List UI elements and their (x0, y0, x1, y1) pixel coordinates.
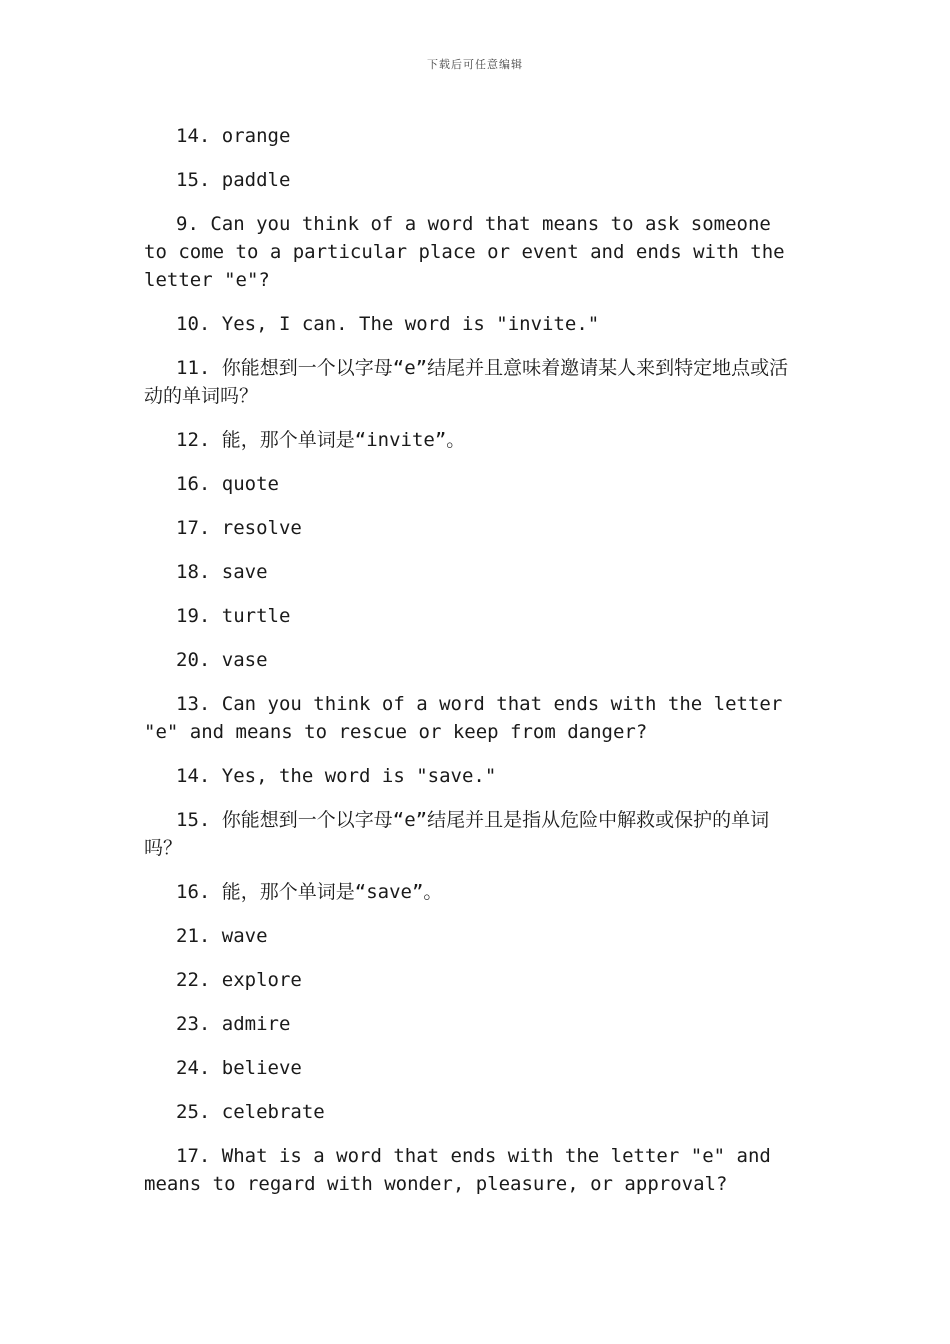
paragraph: 14. orange (176, 125, 291, 147)
paragraph: 23. admire (176, 1013, 291, 1035)
paragraph: 19. turtle (176, 605, 291, 627)
paragraph: 10. Yes, I can. The word is "invite." (176, 313, 600, 335)
paragraph: 18. save (176, 561, 268, 583)
paragraph: 17. What is a word that ends with the letter "e" and means to regard with wonder, pleasure, or approval? (144, 1145, 771, 1195)
paragraph: 9. Can you think of a word that means to ask someone to come to a particular place or event and ends with the letter "e"? (144, 213, 785, 291)
paragraph: 11. 你能想到一个以字母“e”结尾并且意味着邀请某人来到特定地点或活动的单词吗？ (144, 357, 789, 407)
paragraph: 15. 你能想到一个以字母“e”结尾并且是指从危险中解救或保护的单词吗？ (144, 809, 770, 859)
paragraph: 21. wave (176, 925, 268, 947)
paragraph: 14. Yes, the word is "save." (176, 765, 497, 787)
paragraph: 13. Can you think of a word that ends with the letter "e" and means to rescue or keep from danger? (144, 693, 783, 743)
paragraph: 15. paddle (176, 169, 291, 191)
page-header: 下载后可任意编辑 (427, 58, 523, 71)
paragraph: 17. resolve (176, 517, 302, 539)
paragraph: 25. celebrate (176, 1101, 325, 1123)
paragraph: 20. vase (176, 649, 268, 671)
paragraph: 16. 能，那个单词是“save”。 (176, 881, 443, 903)
paragraph: 12. 能，那个单词是“invite”。 (176, 429, 466, 451)
document-body (144, 122, 796, 1214)
paragraph: 16. quote (176, 473, 279, 495)
paragraph: 22. explore (176, 969, 302, 991)
paragraph: 24. believe (176, 1057, 302, 1079)
